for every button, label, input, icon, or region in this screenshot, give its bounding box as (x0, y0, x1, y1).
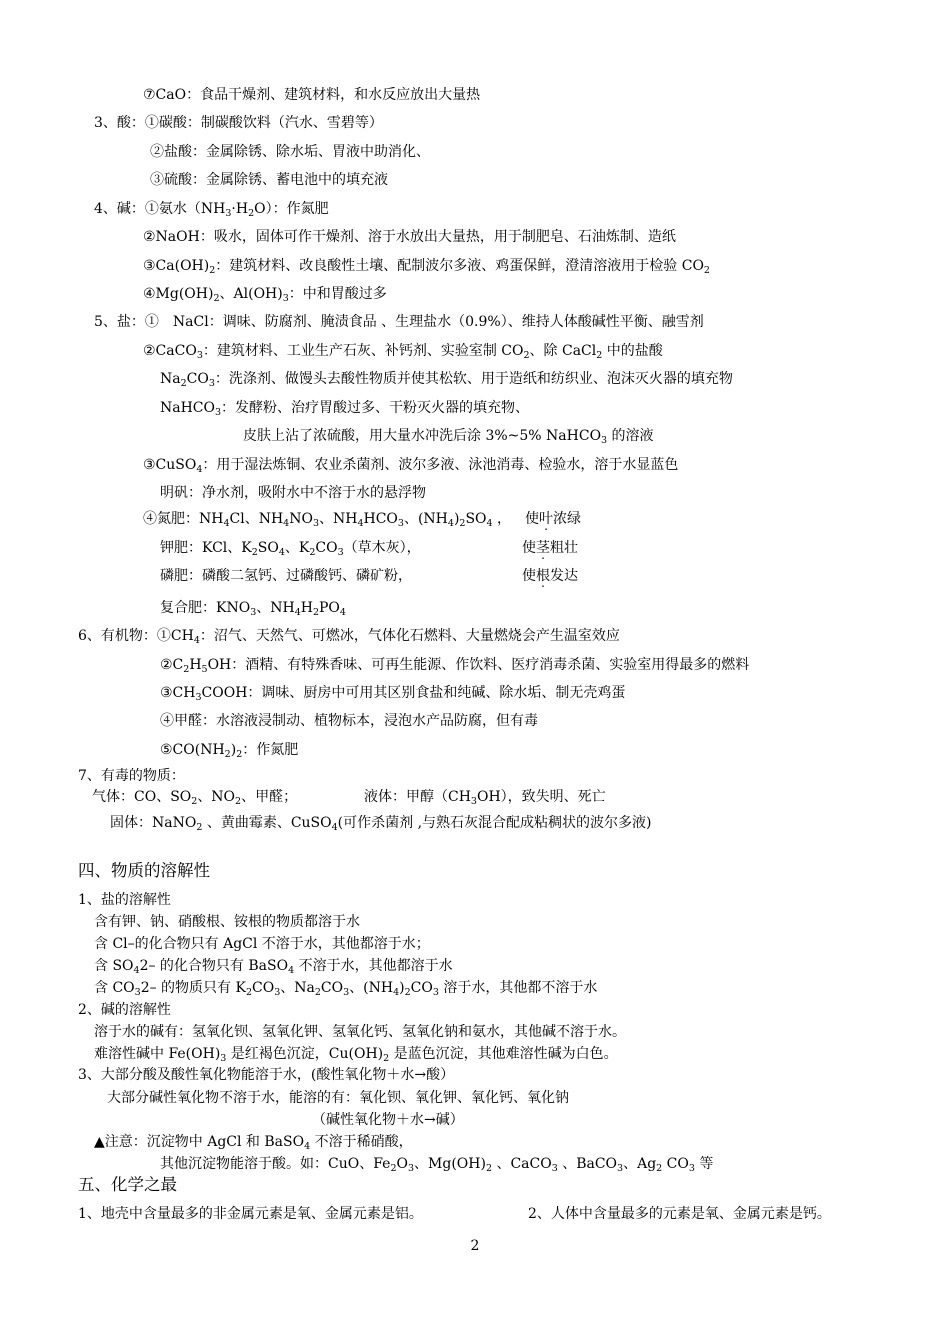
text-line: ②CaCO$_3$：建筑材料、工业生产石灰、补钙剂、实验室制 $CO_2$、除 CaCl$_2$ 中的盐酸 (143, 343, 663, 361)
text-line: NaHCO$_3$：发酵粉、治疗胃酸过多、干粉灭火器的填充物、 (160, 400, 530, 418)
text-line: 含有钾、钠、硝酸根、铵根的物质都溶于水 (94, 914, 360, 930)
text-line: 明矾：净水剂，吸附水中不溶于水的悬浮物 (160, 485, 426, 501)
text-line: 3、酸：①碳酸：制碳酸饮料（汽水、雪碧等） (94, 115, 383, 131)
text-line: ③硫酸：金属除锈、蓄电池中的填充液 (150, 172, 388, 188)
text-line: $③Ca(OH)_2$：建筑材料、改良酸性土壤、配制波尔多液、鸡蛋保鲜，澄清溶液用于检验 $CO_2$ (143, 258, 710, 276)
text-line: 1、地壳中含量最多的非金属元素是氧、金属元素是铝。 (78, 1206, 423, 1222)
section-heading: 四、物质的溶解性 (78, 861, 210, 880)
text-line: 4、碱：①氨水$(NH_3\cdot H_2O)$：作氮肥 (94, 201, 329, 219)
text-line: $③CH_3COOH$：调味、厨房中可用其区别食盐和纯碱、除水垢、制无壳鸡蛋 (160, 685, 626, 703)
text-line: 其他沉淀物能溶于酸。如：CuO、$Fe_2O_3$、$Mg(OH)_2$ 、CaCO$_3$ 、BaCO$_3$、$Ag_2$ $CO_3$ 等 (160, 1156, 714, 1174)
text-line: 使根发达 (522, 568, 578, 584)
text-line: $Na_2CO_3$：洗涤剂、做馒头去酸性物质并使其松软、用于造纸和纺织业、泡沫灭火器的填充物 (160, 371, 733, 389)
text-line: 2、碱的溶解性 (78, 1002, 171, 1018)
text-line: $②C_2H_5OH$：酒精、有特殊香味、可再生能源、作饮料、医疗消毒杀菌、实验室用得最多的燃料 (160, 657, 750, 675)
text-line: 3、大部分酸及酸性氧化物能溶于水，(酸性氧化物＋水→酸） (78, 1067, 455, 1083)
text-line: （碱性氧化物＋水→碱） (312, 1112, 464, 1128)
text-line: 大部分碱性氧化物不溶于水，能溶的有：氧化钡、氧化钾、氧化钙、氧化钠 (107, 1090, 569, 1106)
text-line: 固体：NaNO$_2$ 、黄曲霉素、CuSO$_4$(可作杀菌剂 ,与熟石灰混合配成粘稠状的波尔多液) (110, 815, 652, 833)
text-line: ⑦CaO：食品干燥剂、建筑材料，和水反应放出大量热 (143, 87, 481, 103)
text-line: 1、盐的溶解性 (78, 892, 171, 908)
text-line: ②NaOH：吸水，固体可作干燥剂、溶于水放出大量热，用于制肥皂、石油炼制、造纸 (143, 229, 676, 245)
text-line: 7、有毒的物质： (78, 768, 185, 784)
page-number: 2 (470, 1238, 480, 1254)
text-line: 使叶浓绿 (525, 511, 581, 527)
text-line: ④甲醛：水溶液浸制动、植物标本，浸泡水产品防腐，但有毒 (160, 713, 538, 729)
text-line: 磷肥：磷酸二氢钙、过磷酸钙、磷矿粉， (160, 568, 412, 584)
text-line: ④氮肥：$NH_4Cl$、$NH_4NO_3$、$NH_4HCO_3$、$(NH_4)_2SO_4$ ， (143, 511, 512, 529)
text-line: 使茎粗壮 (522, 540, 578, 556)
text-line: $④Mg(OH)_2$、$Al(OH)_3$：中和胃酸过多 (143, 286, 387, 304)
text-line: 2、人体中含量最多的元素是氧、金属元素是钙。 (528, 1206, 831, 1222)
text-line: 含 $CO_32-$ 的物质只有 $K_2CO_3$、$Na_2CO_3$、$(NH_4)_2CO_3$ 溶于水，其他都不溶于水 (94, 980, 598, 998)
text-line: 含 $SO_42-$ 的化合物只有 BaSO$_4$ 不溶于水，其他都溶于水 (94, 958, 453, 976)
text-line: 气体：CO、$SO_2$、$NO_2$、甲醛； (92, 789, 298, 807)
section-heading: 五、化学之最 (78, 1175, 177, 1194)
text-line: 6、有机物：$①CH_4$：沼气、天然气、可燃冰，气体化石燃料、大量燃烧会产生温室效应 (78, 628, 620, 646)
text-line: 5、盐：① NaCl：调味、防腐剂、腌渍食品 、生理盐水（0.9%）、维持人体酸碱性平衡、融雪剂 (94, 314, 704, 330)
text-line: $⑤CO(NH_2)_2$：作氮肥 (160, 742, 299, 760)
text-line: ②盐酸：金属除锈、除水垢、胃液中助消化、 (150, 144, 430, 160)
text-line: 溶于水的碱有：氢氧化钡、氢氧化钾、氢氧化钙、氢氧化钠和氨水，其他碱不溶于水。 (94, 1024, 626, 1040)
text-line: ③CuSO$_4$：用于湿法炼铜、农业杀菌剂、波尔多液、泳池消毒、检验水，溶于水显蓝色 (143, 457, 679, 475)
text-line: ▲注意：沉淀物中 AgCl 和 BaSO$_4$ 不溶于稀硝酸， (94, 1134, 413, 1152)
text-line: 难溶性碱中 $Fe(OH)_3$ 是红褐色沉淀，$Cu(OH)_2$ 是蓝色沉淀，其他难溶性碱为白色。 (94, 1046, 618, 1064)
text-line: 钾肥：KCl、$K_2SO_4$、$K_2CO_3$（草木灰）， (160, 540, 421, 558)
text-line: 复合肥：$KNO_3$、$NH_4H_2PO_4$ (160, 600, 346, 618)
text-line: 液体：甲醇$(CH_3OH)$，致失明、死亡 (364, 789, 606, 807)
text-line: 含 Cl–的化合物只有 AgCl 不溶于水，其他都溶于水； (94, 936, 430, 952)
text-line: 皮肤上沾了浓硫酸，用大量水冲洗后涂 3%~5% NaHCO$_3$ 的溶液 (243, 428, 654, 446)
